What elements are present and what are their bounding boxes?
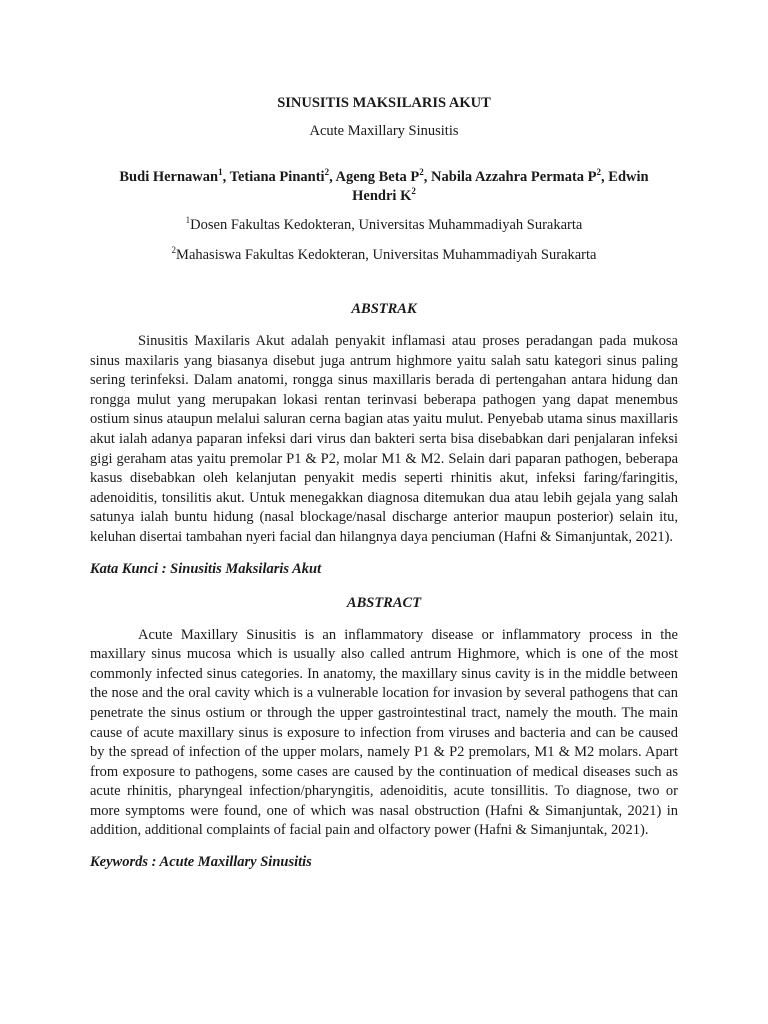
author-list [90,168,678,206]
abstract-keywords: Keywords : Acute Maxillary Sinusitis [90,854,312,871]
affiliation-2: $^2$Mahasiswa Fakultas Kedokteran, Universitas Muhammadiyah Surakarta [171,245,597,263]
affiliation-1: $^1$Dosen Fakultas Kedokteran, Universitas Muhammadiyah Surakarta [185,215,583,233]
abstract-heading: ABSTRACT [346,594,422,611]
paper-title: SINUSITIS MAKSILARIS AKUT [277,95,491,111]
abstract-body: Acute Maxillary Sinusitis is an inflammatory disease or inflammatory process in the maxillary sinus mucosa which is usually also called antrum Highmore, which is one of the most commonly infected sinus categories. In anatomy, the maxillary sinus cavity is in the middle between the nose and the oral cavity which is a vulnerable location for invasion by several pathogens that can penetrate the sinus ostium or through the upper gastrointestinal tract, namely the mouth. The main cause of acute maxillary sinus is exposure to infection from viruses and bacteria and can be caused by the spread of infection of the upper molars, namely P1 & P2 premolars, M1 & M2 molars. Apart from exposure to pathogens, some cases are caused by the continuation of medical diseases such as acute rhinitis, pharyngeal infection/pharyngitis, adenoiditis, acute tonsillitis. To diagnose, two or more symptoms were found, one of which was nasal obstruction (Hafni & Simanjuntak, 2021) in addition, additional complaints of facial pain and olfactory power (Hafni & Simanjuntak, 2021). [90,626,678,839]
abstrak-heading: ABSTRAK [351,301,417,317]
author: Ageng Beta $P^2$, [335,167,432,185]
author: Tetiana Pinanti$^2$, [229,167,336,185]
author: Nabila Azzahra Permata $P^2$, [431,167,609,185]
paper-subtitle: Acute Maxillary Sinusitis [309,123,459,139]
author: Edwin Hendri $K^2$ [352,169,649,204]
abstrak-keywords: Kata Kunci : Sinusitis Maksilaris Akut [90,560,322,577]
author: Budi Hernawan$^1$, [119,167,230,185]
abstrak-body: Sinusitis Maxilaris Akut adalah penyakit inflamasi atau proses peradangan pada mukosa sinus maxilaris yang biasanya disebut juga antrum highmore yaitu salah satu kategori sinus paling sering terinfeksi. Dalam anatomi, rongga sinus maxillaris berada di pertengahan antara hidung dan rongga mulut yang merupakan lokasi rentan terinvasi beberapa pathogen yang dapat menembus ostium sinus ataupun melalui saluran cerna bagian atas yaitu mulut. Penyebab utama sinus maxillaris akut ialah adanya paparan infeksi dari virus dan bakteri serta bisa disebabkan dari penjalaran infeksi gigi geraham atas yaitu premolar P1 & P2, molar M1 & M2. Selain dari paparan pathogen, beberapa kasus disebabkan oleh kelanjutan penyakit medis seperti rhinitis akut, infeksi faring/faringitis, adenoiditis, tonsilitis akut. Untuk menegakkan diagnosa ditemukan dua atau lebih gejala yang salah satunya ialah buntu hidung (nasal blockage/nasal discharge anterior maupun posterior) selain itu, keluhan disertai tambahan nyeri facial dan hilangnya daya penciuman (Hafni & Simanjuntak, 2021). [90,333,678,545]
